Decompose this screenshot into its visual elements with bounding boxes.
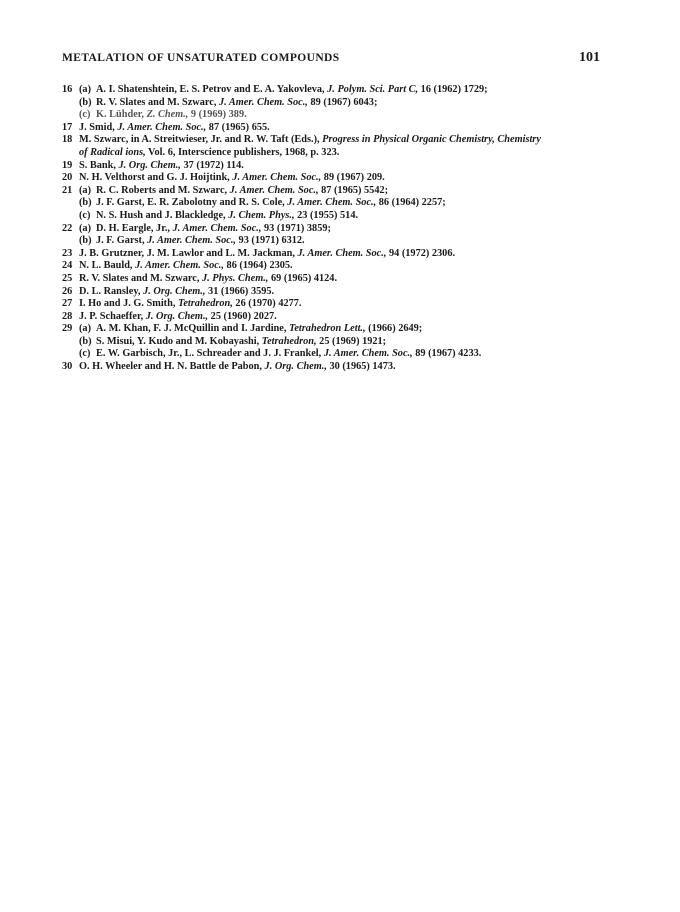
reference-line (79, 210, 446, 223)
reference-citation: 30 (1965) 1473. (326, 361, 396, 373)
reference-number: 19 (62, 159, 73, 171)
reference-sub-label: (a) (79, 84, 92, 95)
reference-journal: J. Amer. Chem. Soc., (135, 260, 224, 272)
reference-line (79, 134, 541, 147)
reference-authors: J. P. Schaeffer, (79, 310, 146, 322)
reference-sub-label: (b) (79, 197, 92, 209)
reference-line (79, 323, 481, 336)
reference-body (79, 286, 274, 299)
reference-line (79, 97, 488, 110)
reference-journal: J. Org. Chem., (143, 285, 206, 297)
reference-line (79, 260, 293, 273)
reference-journal: J. Amer. Chem. Soc., (117, 121, 207, 133)
reference-body (79, 172, 385, 185)
reference-authors: A. M. Khan, F. J. McQuillin and I. Jardine, (96, 323, 290, 335)
reference-entry (62, 273, 622, 286)
reference-entry (62, 160, 622, 173)
reference-journal: J. Org. Chem., (118, 159, 181, 171)
reference-citation: 9 (1969) 389. (188, 109, 247, 121)
reference-citation: 37 (1972) 114. (180, 159, 244, 171)
reference-entry (62, 185, 622, 223)
reference-body (79, 298, 301, 311)
reference-authors: J. B. Grutzner, J. M. Lawlor and L. M. Jackman, (79, 247, 298, 259)
reference-entry (62, 286, 622, 299)
reference-citation: 16 (1962) 1729; (418, 84, 488, 95)
reference-body (79, 361, 396, 374)
reference-sub-label: (c) (79, 348, 91, 360)
reference-citation: 89 (1967) 4233. (412, 348, 482, 360)
reference-number: 23 (62, 247, 73, 259)
reference-authors: O. H. Wheeler and H. N. Battle de Pabon, (79, 361, 265, 373)
reference-entry (62, 223, 622, 248)
reference-sub-label: (a) (79, 323, 92, 335)
reference-body (79, 122, 270, 135)
reference-authors: D. H. Eargle, Jr., (96, 222, 173, 234)
reference-authors: E. W. Garbisch, Jr., L. Schreader and J. J. Frankel, (96, 348, 324, 360)
reference-number: 26 (62, 285, 73, 297)
page-header (62, 50, 600, 70)
reference-sub-label: (a) (79, 184, 92, 196)
reference-authors: A. I. Shatenshtein, E. S. Petrov and E. A. Yakovleva, (96, 84, 328, 95)
reference-authors: N. L. Bauld, (79, 260, 136, 272)
reference-body (79, 323, 481, 361)
reference-journal: J. Org. Chem., (145, 310, 209, 322)
reference-entry (62, 248, 622, 261)
reference-number: 17 (62, 121, 73, 133)
reference-body (79, 134, 541, 159)
reference-body (79, 185, 446, 223)
reference-citation: 69 (1965) 4124. (268, 272, 338, 284)
reference-journal: Tetrahedron, (261, 335, 317, 347)
reference-authors: J. F. Garst, (96, 235, 148, 247)
reference-journal: J. Amer. Chem. Soc., (287, 197, 377, 209)
reference-citation: 93 (1971) 6312. (235, 235, 305, 247)
reference-citation: 31 (1966) 3595. (205, 285, 275, 297)
reference-number: 16 (62, 84, 73, 95)
reference-authors: R. V. Slates and M. Szwarc, (79, 272, 202, 284)
reference-authors: J. Smid, (79, 121, 118, 133)
reference-journal: J. Amer. Chem. Soc., (323, 348, 413, 360)
reference-line (79, 160, 244, 173)
running-head: METALATION OF UNSATURATED COMPOUNDS (62, 52, 340, 64)
reference-citation: 89 (1967) 6043; (307, 96, 378, 108)
reference-line (79, 298, 301, 311)
page-number: 101 (579, 50, 600, 65)
reference-journal: Z. Chem., (146, 109, 189, 121)
reference-citation: 25 (1969) 1921; (316, 335, 387, 347)
reference-journal: J. Amer. Chem. Soc., (232, 172, 322, 184)
reference-citation: 25 (1960) 2027. (208, 310, 277, 322)
reference-citation: 86 (1964) 2305. (223, 260, 293, 272)
reference-entry (62, 361, 622, 374)
reference-line (79, 109, 488, 122)
reference-citation: Vol. 6, Interscience publishers, 1968, p. 323. (145, 146, 340, 158)
reference-entry (62, 260, 622, 273)
reference-journal: Progress in Physical Organic Chemistry, Chemistry (322, 134, 541, 146)
reference-line (79, 223, 331, 236)
reference-journal: J. Amer. Chem. Soc., (297, 247, 387, 259)
reference-line (79, 235, 331, 248)
reference-line (79, 122, 270, 135)
reference-journal: J. Phys. Chem., (202, 272, 269, 284)
reference-sub-label: (c) (79, 209, 91, 221)
reference-citation: 86 (1964) 2257; (376, 197, 446, 209)
reference-list (62, 84, 622, 374)
reference-body (79, 160, 244, 173)
reference-journal: J. Chem. Phys., (228, 209, 295, 221)
reference-citation: 93 (1971) 3859; (261, 222, 331, 234)
reference-line (79, 273, 337, 286)
reference-authors: S. Bank, (79, 159, 119, 171)
reference-line (79, 336, 481, 349)
reference-body (79, 273, 337, 286)
reference-entry (62, 172, 622, 185)
reference-number: 20 (62, 172, 73, 184)
reference-authors: D. L. Ransley, (79, 285, 144, 297)
reference-number: 28 (62, 310, 73, 322)
reference-number: 22 (62, 222, 73, 234)
reference-sub-label: (c) (79, 109, 91, 121)
reference-authors: R. C. Roberts and M. Szwarc, (96, 184, 230, 196)
reference-journal: J. Amer. Chem. Soc., (147, 235, 236, 247)
reference-journal: J. Amer. Chem. Soc., (219, 96, 308, 108)
reference-line (79, 147, 541, 160)
reference-sub-label: (a) (79, 222, 92, 234)
reference-journal: of Radical ions, (79, 146, 146, 158)
reference-number: 30 (62, 361, 73, 373)
reference-journal: J. Amer. Chem. Soc., (229, 184, 319, 196)
reference-citation: 89 (1967) 209. (321, 172, 385, 184)
reference-body (79, 260, 293, 273)
reference-body (79, 311, 277, 324)
reference-body (79, 248, 455, 261)
reference-line (79, 361, 396, 374)
reference-citation: (1966) 2649; (365, 323, 423, 335)
reference-number: 25 (62, 272, 73, 284)
reference-entry (62, 298, 622, 311)
reference-sub-label: (b) (79, 96, 92, 108)
reference-authors: N. H. Velthorst and G. J. Hoijtink, (79, 172, 233, 184)
reference-authors: N. S. Hush and J. Blackledge, (96, 209, 229, 221)
reference-body (79, 84, 488, 122)
reference-body (79, 223, 331, 248)
reference-authors: M. Szwarc, in A. Streitwieser, Jr. and R. W. Taft (Eds.), (79, 134, 323, 146)
reference-line (79, 197, 446, 210)
reference-authors: S. Misui, Y. Kudo and M. Kobayashi, (96, 335, 262, 347)
reference-entry (62, 122, 622, 135)
reference-line (79, 286, 274, 299)
reference-entry (62, 84, 622, 122)
reference-citation: 87 (1965) 655. (206, 121, 270, 133)
reference-citation: 26 (1970) 4277. (232, 298, 302, 310)
reference-entry (62, 134, 622, 159)
reference-journal: J. Polym. Sci. Part C, (327, 84, 419, 95)
reference-authors: R. V. Slates and M. Szwarc, (96, 96, 219, 108)
reference-citation: 94 (1972) 2306. (386, 247, 456, 259)
reference-line (79, 185, 446, 198)
reference-number: 21 (62, 184, 73, 196)
reference-entry (62, 311, 622, 324)
reference-journal: Tetrahedron, (178, 298, 233, 310)
reference-authors: I. Ho and J. G. Smith, (79, 298, 178, 310)
reference-line (79, 248, 455, 261)
reference-line (79, 172, 385, 185)
reference-journal: J. Amer. Chem. Soc., (172, 222, 262, 234)
reference-citation: 87 (1965) 5542; (318, 184, 389, 196)
reference-citation: 23 (1955) 514. (294, 209, 359, 221)
reference-journal: Tetrahedron Lett., (289, 323, 366, 335)
reference-line (79, 311, 277, 324)
reference-line (79, 84, 488, 97)
reference-authors: K. Lühder, (96, 109, 147, 121)
reference-entry (62, 323, 622, 361)
reference-number: 24 (62, 260, 73, 272)
reference-line (79, 348, 481, 361)
reference-sub-label: (b) (79, 235, 92, 247)
reference-journal: J. Org. Chem., (264, 361, 327, 373)
reference-sub-label: (b) (79, 335, 92, 347)
reference-authors: J. F. Garst, E. R. Zabolotny and R. S. Cole, (96, 197, 288, 209)
reference-number: 18 (62, 134, 73, 146)
reference-number: 27 (62, 298, 73, 310)
reference-number: 29 (62, 323, 73, 335)
